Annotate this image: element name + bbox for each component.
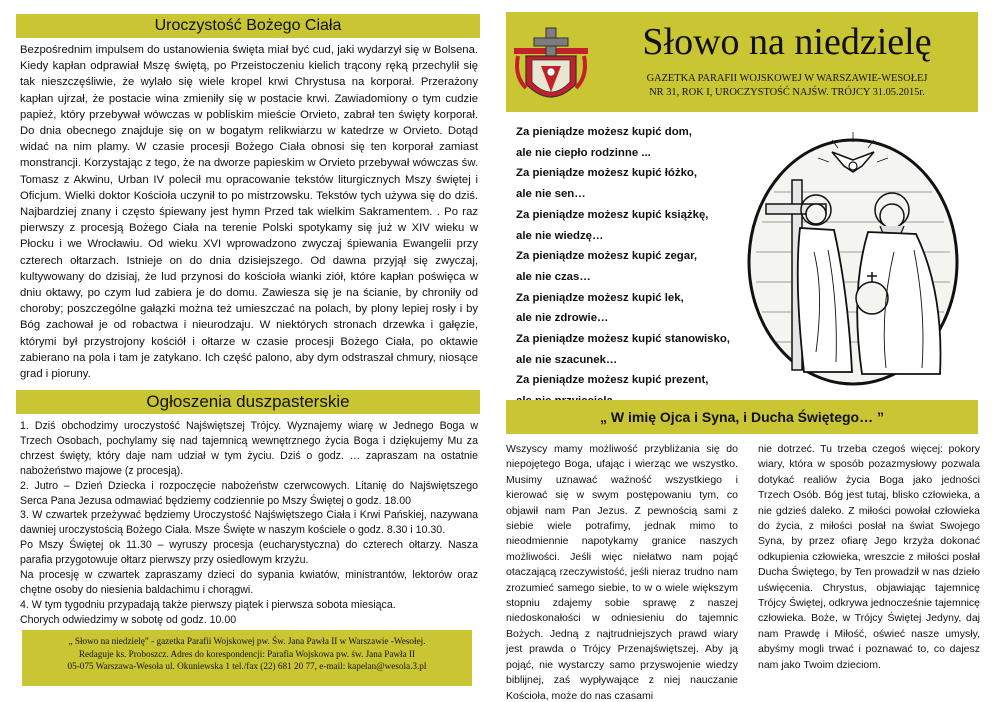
masthead-title: Słowo na niedzielę [642, 21, 932, 63]
footer-line: Redaguje ks. Proboszcz. Adres do korespondencji: Parafia Wojskowa pw. św. Jana Pawła II [78, 648, 416, 659]
reflection-heading: „ W imię Ojca i Syna, i Ducha Świętego… ” [506, 400, 978, 434]
announcement-item: 2. Jutro – Dzień Dziecka i rozpoczęcie nabożeństw czerwcowych. Litanię do Najświętszego Serca Pana Jezusa odmawiać będziemy codziennie po Mszy Świętej o godz. 18.00 [20, 479, 478, 507]
reflection-column-2: nie dotrzeć. Tu trzeba czegoś więcej: pokory wiary, która w sposób pozazmysłowy pozwala dotykać realiów życia Boga jako jedności Trzech Osób. Bóg jest tutaj, blisko człowieka, a nie gdzieś daleko. Z miłości powołał człowieka do życia, z miłości posłał na świat Swojego Syna, by przez ofiarę Jego krzyża dokonać odkupienia człowieka, wreszcie z miłości posłał Ducha Świętego, by Ten prowadził w nas dzieło uświęcenia. Chrystus, objawiając tajemnicę Trójcy Świętej, odkrywa jednocześnie tajemnicę człowieka. Boże, w Trójcy Świętej Jedyny, daj nam Prawdę i Miłość, oświeć nasze umysły, abyśmy mogli trwać i poznawać to, co dajesz nam jako Twoim dzieciom. [758, 443, 980, 671]
poem-line: ale nie sen… [516, 188, 586, 201]
holy-trinity-illustration [744, 122, 962, 390]
announcement-item: Po Mszy Świętej ok 11.30 – wyruszy procesja (eucharystyczna) do czterech ołtarzy. Nasza parafia przygotowuje ołtarz pierwszy przy osiedlowym krzyżu. [20, 539, 478, 567]
article-body: Bezpośrednim impulsem do ustanowienia święta miał być cud, jaki wydarzył się w Bolsena. Kiedy kapłan odprawiał Mszę świętą, po Przeistoczeniu kielich trącony ręką przechylił się tak nieszczęśliwie, że wylało się wiele kropel krwi Chrystusa na korporał. Przerażony kapłan ujrzał, że postacie wina zmieniły się w postacie krwi. Zawiadomiony o tym cudzie papież, który przebywał wówczas w pobliskim mieście Orvieto, zabrał ten święty korporał. Do dnia obecnego znajduje się on w bogatym relikwiarzu w katedrze w Orvieto. Dotąd widać na nim plamy. W czasie procesji Bożego Ciała obnosi się ten korporał zamiast monstrancji. Korzystając z tego, że na dworze papieskim w Orvieto przebywał wówczas św. Tomasz z Akwinu, Urban IV polecił mu opracowanie tekstów liturgicznych Mszy świętej i Oficjum. Wielki doktor Kościoła uczynił to po mistrzowsku. Tekstów tych używa się do dziś. Najbardziej znany i często śpiewany jest hymn Przed tak wielkim Sakramentem. . Po raz pierwszy z procesją Bożego Ciała na terenie Polski spotykamy się już w XIV wieku w Płocku i we Wrocławiu. Od wieku XVI wprowadzono zwyczaj śpiewania Ewangelii przy czterech ołtarzach. Istnieje on do dnia dzisiejszego. Od dawna przyjął się zwyczaj, kultywowany do dzisiaj, że lud przynosi do kościoła wianki ziół, które kapłan poświęca w dniu oktawy, po czym lud zabiera je do domu. Zawiesza się je na ścianie, by chroniły od choroby; poszczególne gałązki można też umieszczać na polach, by plony lepiej rosły i by Bóg zachował je od robactwa i nieurodzaju. W niektórych stronach drzewka i gałęzie, którymi był przystrojony kościół i ołtarze w czasie procesji Bożego Ciała, po oktawie zabierano na pola i tam je zatykano. Ich część palono, aby dym odstraszał chmury, niosące grad i pioruny. [20, 44, 478, 381]
reflection-column-1: Wszyscy mamy możliwość przybliżania się do niepojętego Boga, ufając i wierząc we wszystko. Musimy uznawać ważność wszystkiego i kierować się w swym postępowaniu tym, co objawił nam Pan Jezus. Z pewnością sami z siebie wiele potrafimy, jednak mimo to nieodmiennie napotykamy granice naszych możliwości. Jeśli więc niełatwo nam pojąć otaczającą rzeczywistość, jeśli nieraz trudno nam zrozumieć samego siebie, to w o wiele większym stopniu zdajemy sobie sprawę z naszej niedoskonałości w odniesieniu do tajemnic Bożych. Jedną z najtrudniejszych prawd wiary jest prawda o Trójcy Przenajświętszej. Aby ją pojąć, nie wystarczy samo przyswojenie wiedzy biblijnej, zaś wypływające z niej nauczanie Kościoła, może do nas czasami [506, 443, 738, 702]
parish-crest-icon [512, 26, 590, 110]
poem-line: Za pieniądze możesz kupić łóżko, [516, 167, 698, 180]
announcement-item: Chorych odwiedzimy w sobotę od godz. 10.00 [20, 613, 237, 626]
masthead-subtitle-line: GAZETKA PARAFII WOJSKOWEJ W WARSZAWIE-WESOŁEJ [646, 73, 928, 84]
poem-line: Za pieniądze możesz kupić stanowisko, [516, 333, 730, 346]
money-poem [516, 122, 746, 412]
announcement-item: 4. W tym tygodniu przypadają także pierwszy piątek i pierwsza sobota miesiąca. [20, 598, 396, 611]
imprint-footer [22, 630, 472, 686]
announcements-heading: Ogłoszenia duszpasterskie [16, 390, 480, 414]
poem-line: Za pieniądze możesz kupić prezent, [516, 374, 709, 387]
announcement-item: 3. W czwartek przeżywać będziemy Uroczystość Najświętszego Ciała i Krwi Pańskiej, nazywana dawniej uroczystością Bożego Ciała. Msze Święte w naszym kościele o godz. 8.30 i 10.30. [20, 509, 478, 537]
masthead-subtitle-line: NR 31, ROK I, UROCZYSTOŚĆ NAJŚW. TRÓJCY 31.05.2015r. [649, 87, 925, 98]
announcements-list [20, 419, 478, 628]
poem-line: Za pieniądze możesz kupić książkę, [516, 208, 709, 221]
poem-line: ale nie czas… [516, 270, 591, 283]
announcement-item: 1. Dziś obchodzimy uroczystość Najświętszej Trójcy. Wyznajemy wiarę w Jednego Boga w Trzech Osobach, pochylamy się nad tajemnicą wewnętrznego życia Boga i dziękujemy Mu za chrzest święty, który daje nam udział w tym życiu. Dziś o godz. … zapraszam na ostatnie nabożeństwo majowe (z procesją). [20, 420, 478, 477]
poem-line: ale nie wiedzę… [516, 229, 604, 242]
article-heading: Uroczystość Bożego Ciała [16, 14, 480, 38]
poem-line: ale nie szacunek… [516, 353, 618, 366]
footer-line: „ Słowo na niedzielę” - gazetka Parafii Wojskowej pw. Św. Jana Pawła II w Warszawie -Wesołej. [68, 636, 426, 646]
masthead [506, 12, 978, 112]
masthead-subtitle [602, 72, 972, 100]
poem-line: Za pieniądze możesz kupić dom, [516, 126, 692, 138]
footer-line: 05-075 Warszawa-Wesoła ul. Okuniewska 1 tel./fax (22) 681 20 77, e-mail: kapelan@wesola.3.pl [67, 661, 427, 672]
poem-line: ale nie zdrowie… [516, 312, 609, 325]
right-page [496, 0, 992, 702]
poem-line: Za pieniądze możesz kupić zegar, [516, 250, 698, 263]
announcement-item: Na procesję w czwartek zapraszamy dzieci do sypania kwiatów, ministrantów, lektorów oraz chętne osoby do niesienia baldachimu i chorągwi. [20, 569, 478, 596]
poem-line: Za pieniądze możesz kupić lek, [516, 291, 684, 304]
poem-line: ale nie ciepło rodzinne ... [516, 146, 651, 159]
